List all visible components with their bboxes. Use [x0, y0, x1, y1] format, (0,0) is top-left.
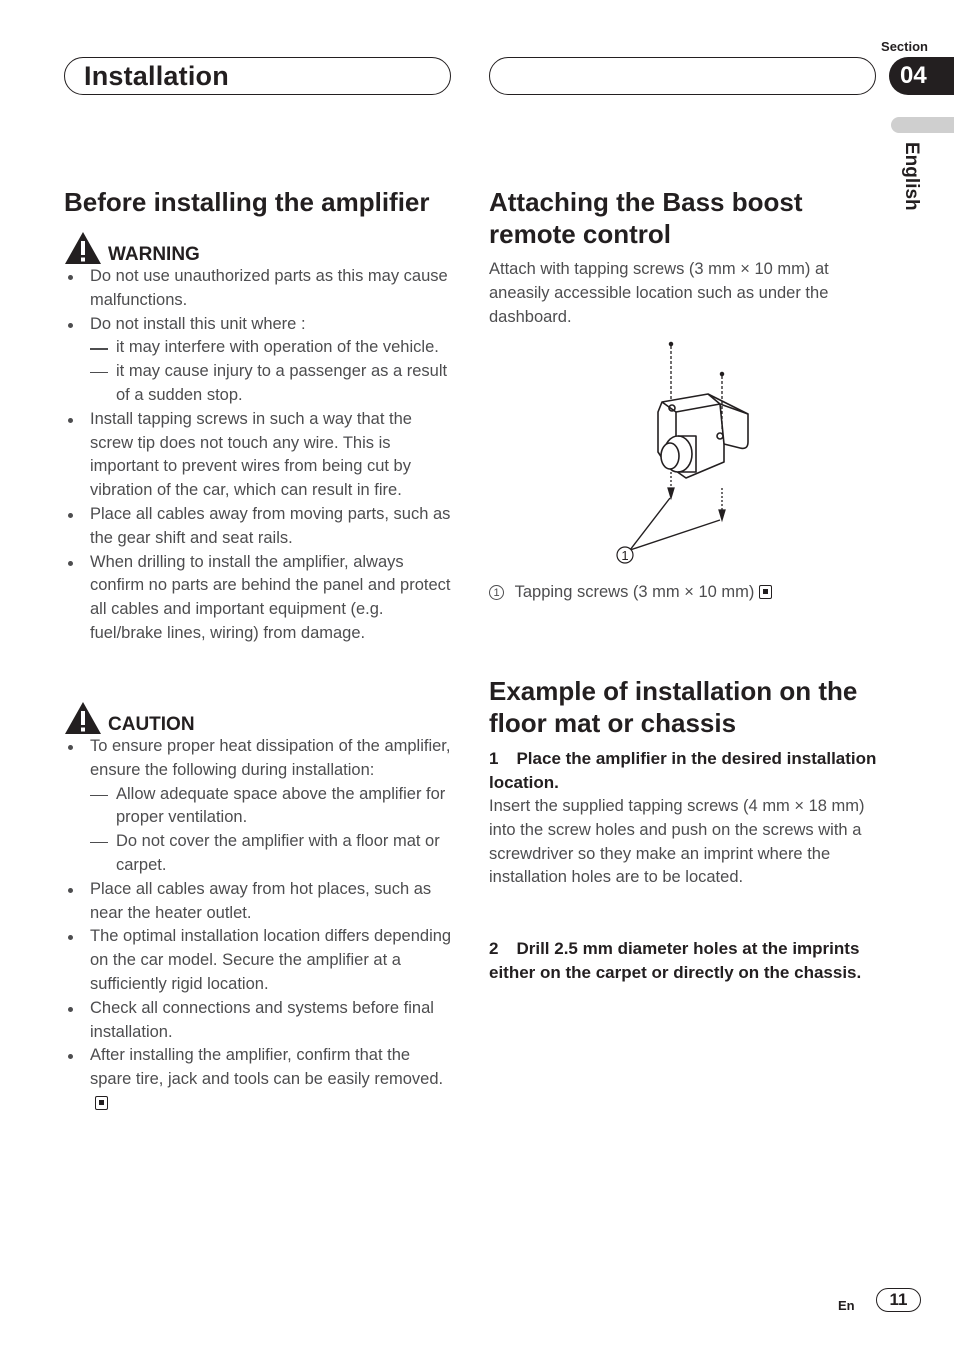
list-item: When drilling to install the amplifier, always confirm no parts are behind the panel and protect all cables and important equipment (e.g. fuel/brake lines, wiring) from damage.	[64, 551, 454, 646]
warning-sub-list	[90, 336, 454, 407]
step-1-number: 1	[489, 749, 499, 768]
list-item: Install tapping screws in such a way that the screw tip does not touch any wire. This is important to prevent wires from being cut by vibration of the car, which can result in fire.	[64, 408, 454, 503]
list-item: Allow adequate space above the amplifier for proper ventilation.	[90, 783, 454, 831]
section-number-badge: 04	[889, 57, 954, 95]
figure-caption	[489, 581, 879, 605]
before-installing-heading: Before installing the amplifier	[64, 187, 430, 217]
list-item: it may interfere with operation of the vehicle.	[90, 336, 454, 360]
bass-boost-heading: Attaching the Bass boost remote control	[489, 187, 803, 249]
bass-boost-text: Attach with tapping screws (3 mm × 10 mm) at aneasily accessible location such as under the dashboard.	[489, 260, 829, 326]
remote-control-illustration	[600, 338, 770, 570]
step-1	[489, 747, 879, 890]
caution-header	[64, 699, 454, 735]
list-item: it may cause injury to a passenger as a result of a sudden stop.	[90, 360, 454, 408]
language-tab	[891, 117, 954, 133]
step-1-heading: 1 Place the amplifier in the desired installation location.	[489, 749, 877, 792]
end-of-section-icon	[95, 1096, 108, 1110]
list-item: Place all cables away from moving parts, such as the gear shift and seat rails.	[64, 503, 454, 551]
language-label: English	[901, 142, 922, 211]
warning-header	[64, 229, 454, 265]
caption-text: Tapping screws (3 mm × 10 mm)	[514, 583, 755, 601]
step-2-number: 2	[489, 939, 499, 958]
list-item: Check all connections and systems before final installation.	[64, 997, 454, 1045]
list-item: Do not use unauthorized parts as this may cause malfunctions.	[64, 265, 454, 313]
footer-language-code: En	[838, 1298, 855, 1313]
page-number: 11	[876, 1288, 921, 1312]
list-item: Do not cover the amplifier with a floor mat or carpet.	[90, 830, 454, 878]
header-right-frame	[489, 57, 876, 95]
list-item: After installing the amplifier, confirm that the spare tire, jack and tools can be easily removed.	[64, 1044, 454, 1115]
list-item: Do not install this unit where : it may interfere with operation of the vehicle. it may cause injury to a passenger as a result of a sudden stop.	[64, 313, 454, 408]
step-1-text: Insert the supplied tapping screws (4 mm × 18 mm) into the screw holes and push on the screws with a screwdriver so they make an imprint where the installation holes are to be located.	[489, 797, 865, 887]
list-item: The optimal installation location differs depending on the car model. Secure the amplifier at a sufficiently rigid location.	[64, 925, 454, 996]
list-item: To ensure proper heat dissipation of the amplifier, ensure the following during installation: Allow adequate space above the amplifier for proper ventilation. Do not cover the amplifier with a floor mat or carpet.	[64, 735, 454, 878]
warning-block	[64, 229, 454, 646]
warning-list	[64, 265, 454, 646]
list-item: Place all cables away from hot places, such as near the heater outlet.	[64, 878, 454, 926]
step-2	[489, 937, 879, 985]
section-label: Section	[881, 39, 928, 54]
example-installation-heading: Example of installation on the floor mat or chassis	[489, 676, 858, 738]
section-title: Installation	[84, 61, 229, 91]
caution-triangle-icon	[64, 701, 102, 735]
step-2-heading: 2 Drill 2.5 mm diameter holes at the imprints either on the carpet or directly on the chassis.	[489, 939, 862, 982]
caution-list	[64, 735, 454, 1116]
caution-sub-list	[90, 783, 454, 878]
caption-callout-number: 1	[489, 585, 504, 600]
callout-number: 1	[621, 548, 629, 563]
end-of-section-icon	[759, 585, 772, 599]
warning-triangle-icon	[64, 231, 102, 265]
warning-label: WARNING	[108, 244, 200, 265]
caution-block	[64, 699, 454, 1116]
caution-label: CAUTION	[108, 714, 195, 735]
